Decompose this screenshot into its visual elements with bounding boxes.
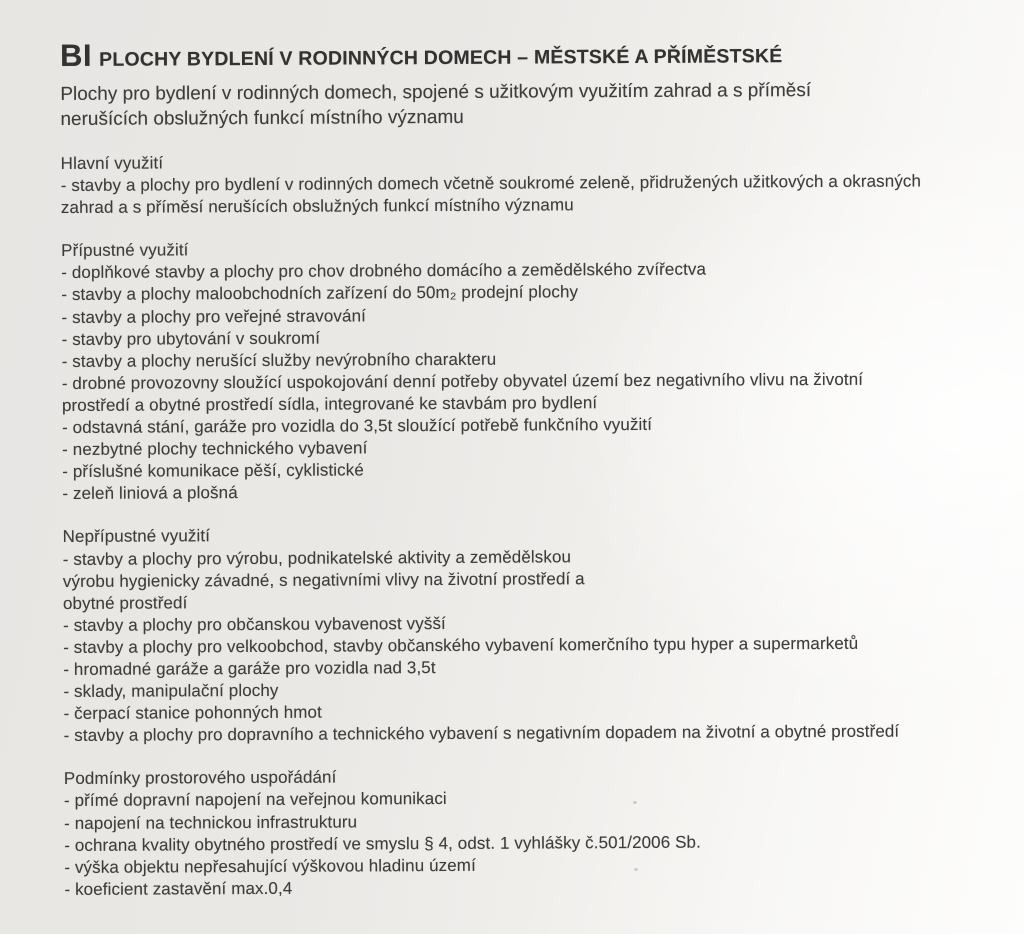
subtitle-line: Plochy pro bydlení v rodinných domech, spojené s užitkovým využitím zahrad a s příměsí — [60, 80, 812, 105]
text-line: - stavby a plochy pro dopravního a technického vybavení s negativním dopadem na životní a obytné prostředí — [63, 721, 900, 746]
scan-speck — [634, 868, 638, 871]
text-line: - stavby a plochy maloobchodních zařízení do 50m₂ prodejní plochy — [61, 282, 579, 305]
zone-title-text: PLOCHY BYDLENÍ V RODINNÝCH DOMECH – MĚSTSKÉ A PŘÍMĚSTSKÉ — [99, 45, 783, 71]
text-line: - stavby a plochy pro občanskou vybavenost vyšší — [63, 613, 446, 635]
text-line: - doplňkové stavby a plochy pro chov drobného domácího a zemědělského zvířectva — [61, 259, 707, 283]
section-heading: Nepřípustné využití — [62, 526, 211, 547]
text-line: - čerpací stanice pohonných hmot — [63, 702, 322, 724]
section-heading: Přípustné využití — [61, 240, 189, 261]
section-heading: Hlavní využití — [60, 153, 164, 173]
text-line: - stavby a plochy pro velkoobchod, stavby občanského vybavení komerčního typu hyper a supermarketů — [63, 633, 859, 657]
document-subtitle — [60, 77, 990, 132]
section-permitted-use — [61, 235, 992, 505]
text-line: - sklady, manipulační plochy — [63, 680, 279, 702]
section-main-use — [61, 148, 991, 219]
text-line: prostředí a obytné prostředí sídla, integrované ke stavbám pro bydlení — [61, 393, 598, 415]
text-line: - stavby a plochy pro výrobu, podnikatelské aktivity a zemědělskou — [62, 546, 572, 569]
text-line: - odstavná stání, garáže pro vozidla do 3,5t sloužící potřebě funkčního využití — [61, 414, 653, 438]
document-content — [60, 33, 995, 901]
text-line: - stavby a plochy pro bydlení v rodinných domech včetně soukromé zeleně, přidružených užitkových a okrasných — [60, 171, 922, 196]
text-line: výrobu hygienicky závadné, s negativními vlivy na životní prostředí a — [62, 568, 585, 591]
text-line: - přímé dopravní napojení na veřejnou komunikaci — [63, 789, 447, 811]
document-title — [60, 33, 990, 77]
text-line: - stavby a plochy pro veřejné stravování — [61, 305, 366, 327]
subtitle-line: nerušících obslužných funkcí místního významu — [60, 106, 464, 130]
text-line: - stavby pro ubytování v soukromí — [61, 328, 321, 349]
text-line: - hromadné garáže a garáže pro vozidla nad 3,5t — [63, 658, 436, 679]
scan-speck — [633, 801, 637, 804]
text-line: - ochrana kvality obytného prostředí ve smyslu § 4, odst. 1 vyhlášky č.501/2006 Sb. — [64, 832, 701, 855]
section-heading: Podmínky prostorového uspořádání — [63, 767, 337, 789]
text-line: - napojení na technickou infrastrukturu — [64, 811, 358, 833]
section-spatial-conditions — [64, 763, 995, 900]
text-line: - nezbytné plochy technického vybavení — [62, 438, 368, 460]
text-line: - příslušné komunikace pěší, cyklistické — [62, 460, 364, 482]
text-line: - drobné provozovny sloužící uspokojování denní potřeby obyvatel území bez negativního vlivu na životní — [61, 369, 864, 393]
section-impermissible-use — [63, 522, 994, 748]
text-line: obytné prostředí — [62, 593, 188, 613]
text-line: - stavby a plochy nerušící služby nevýrobního charakteru — [61, 349, 497, 371]
text-line: - výška objektu nepřesahující výškovou hladinu území — [64, 855, 476, 877]
zone-code: BI — [60, 37, 93, 73]
text-line: zahrad a s příměsí nerušících obslužných funkcí místního významu — [60, 195, 574, 218]
text-line: - koeficient zastavění max.0,4 — [64, 878, 293, 899]
text-line: - zeleň liniová a plošná — [62, 483, 238, 504]
